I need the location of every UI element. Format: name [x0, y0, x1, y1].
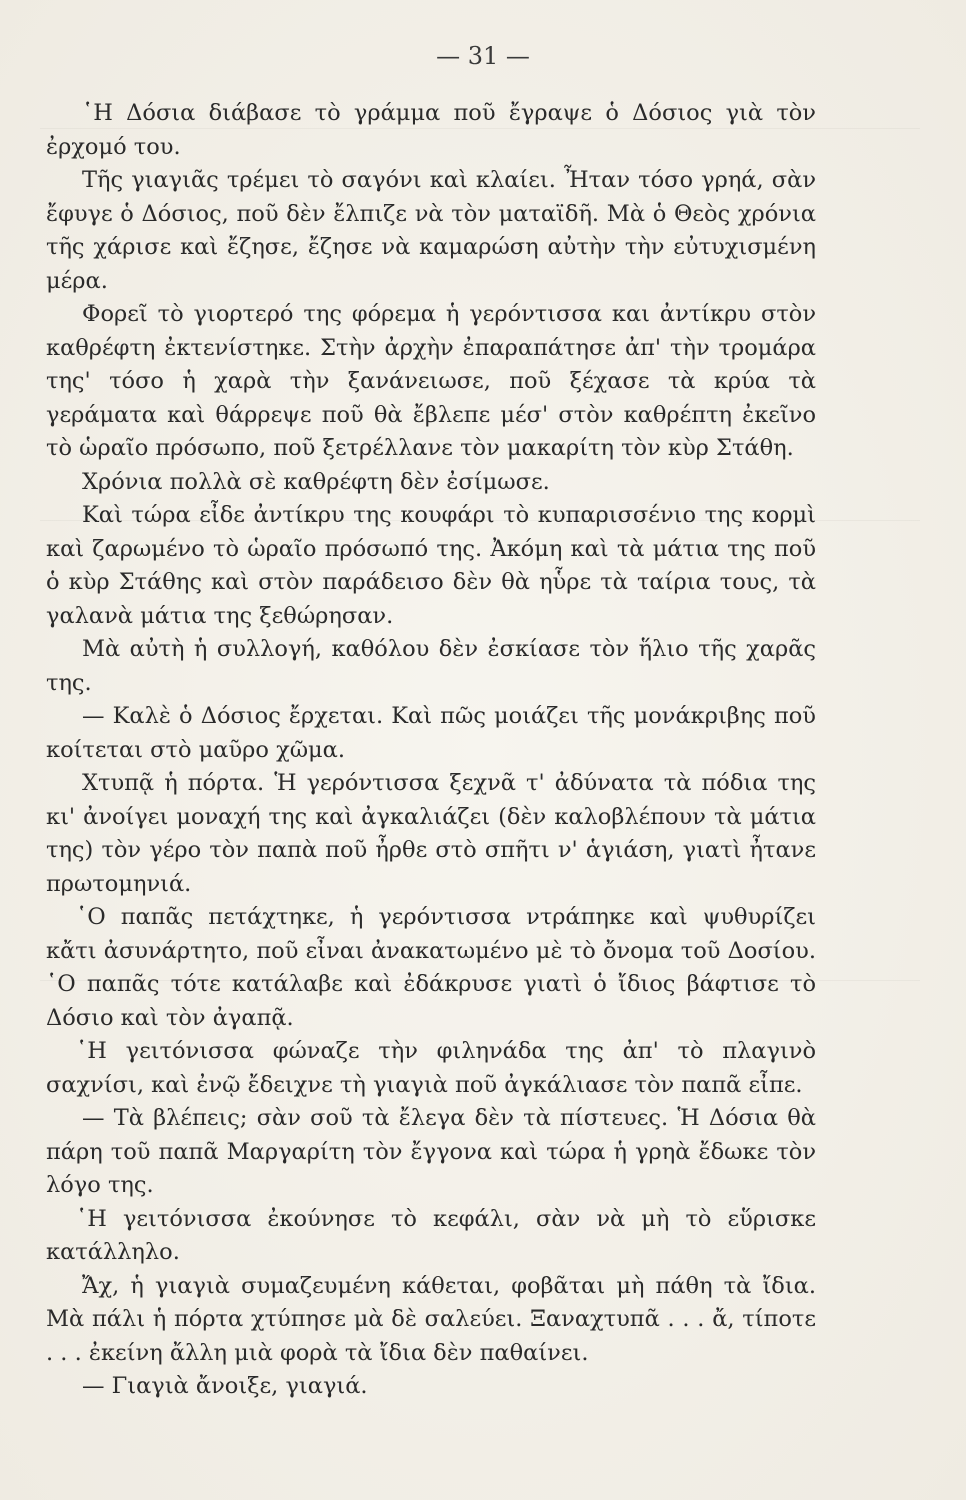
dialogue-line: — Γιαγιὰ ἄνοιξε, γιαγιά. [82, 1373, 368, 1399]
page-number: — 31 — [436, 42, 530, 70]
paragraph: Φορεῖ τὸ γιορτερό της φόρεμα ἡ γερόντισσα και ἀντίκρυ στὸν καθρέφτη ἐκτενίστηκε. Στὴν ἀρχὴν ἐπαραπάτησε ἀπ' τὴν τρομάρα της' τόσο ἡ χαρὰ τὴν ξανάνειωσε, ποῦ ξέχασε τὰ κρύα τὰ γεράματα καὶ θάρρεψε ποῦ θὰ ἔβλεπε μέσ' στὸν καθρέπτη ἐκεῖνο τὸ ὡραῖο πρόσωπο, ποῦ ξετρέλλανε τὸν μακαρίτη τὸν κὺρ Στάθη. [46, 301, 816, 461]
paragraph: Καὶ τώρα εἶδε ἀντίκρυ της κουφάρι τὸ κυπαρισσένιο της κορμὶ καὶ ζαρωμένο τὸ ὡραῖο πρόσωπό της. Ἀκόμη καὶ τὰ μάτια της ποῦ ὁ κὺρ Στάθης καὶ στὸν παράδεισο δὲν θὰ ηὗρε τὰ ταίρια τους, τὰ γαλανὰ μάτια της ξεθώρησαν. [46, 502, 816, 629]
paragraph: ῾Ο παπᾶς πετάχτηκε, ἡ γερόντισσα ντράπηκε καὶ ψυθυρίζει κἄτι ἀσυνάρτητο, ποῦ εἶναι ἀνακατωμένο μὲ τὸ ὄνομα τοῦ Δοσίου. ῾Ο παπᾶς τότε κατάλαβε καὶ ἐδάκρυσε γιατὶ ὁ ἴδιος βάφτισε τὸ Δόσιο καὶ τὸν ἀγαπᾷ. [46, 904, 816, 1031]
dialogue-line: — Τὰ βλέπεις; σὰν σοῦ τὰ ἔλεγα δὲν τὰ πίστευες. Ἡ Δόσια θὰ πάρη τοῦ παπᾶ Μαργαρίτη τὸν ἔγγονα καὶ τώρα ἡ γρηὰ ἔδωκε τὸν λόγο της. [46, 1105, 816, 1198]
paragraph: Μὰ αὐτὴ ἡ συλλογή, καθόλου δὲν ἐσκίασε τὸν ἥλιο τῆς χαρᾶς της. [46, 636, 816, 696]
paragraph: Τῆς γιαγιᾶς τρέμει τὸ σαγόνι καὶ κλαίει. Ἦταν τόσο γρηά, σὰν ἔφυγε ὁ Δόσιος, ποῦ δὲν ἔλπιζε νὰ τὸν ματαϊδῆ. Μὰ ὁ Θεὸς χρόνια τῆς χάρισε καὶ ἔζησε, ἔζησε νὰ καμαρώση αὐτὴν τὴν εὐτυχισμένη μέρα. [46, 167, 816, 294]
dialogue-line: — Καλὲ ὁ Δόσιος ἔρχεται. Καὶ πῶς μοιάζει τῆς μονάκριβης ποῦ κοίτεται στὸ μαῦρο χῶμα. [46, 703, 816, 763]
paragraph: ῾Η γειτόνισσα ἐκούνησε τὸ κεφάλι, σὰν νὰ μὴ τὸ εὕρισκε κατάλληλο. [46, 1205, 816, 1265]
paragraph: Χρόνια πολλὰ σὲ καθρέφτη δὲν ἐσίμωσε. [82, 468, 550, 495]
page-body-text [46, 97, 816, 1404]
paragraph: ῾Η Δόσια διάβασε τὸ γράμμα ποῦ ἔγραψε ὁ Δόσιος γιὰ τὸν ἐρχομό του. [46, 100, 816, 160]
paragraph: Ἄχ, ἡ γιαγιὰ συμαζευμένη κάθεται, φοβᾶται μὴ πάθη τὰ ἴδια. Μὰ πάλι ἡ πόρτα χτύπησε μὰ δὲ σαλεύει. Ξαναχτυπᾶ . . . ἄ, τίποτε . . . ἐκείνη ἄλλη μιὰ φορὰ τὰ ἴδια δὲν παθαίνει. [46, 1272, 816, 1366]
paragraph: Χτυπᾷ ἡ πόρτα. Ἡ γερόντισσα ξεχνᾶ τ' ἀδύνατα τὰ πόδια της κι' ἀνοίγει μοναχή της καὶ ἀγκαλιάζει (δὲν καλοβλέπουν τὰ μάτια της) τὸν γέρο τὸν παπὰ ποῦ ἦρθε στὸ σπῆτι ν' ἁγιάση, γιατὶ ἦτανε πρωτομηνιά. [46, 770, 816, 897]
paragraph: ῾Η γειτόνισσα φώναζε τὴν φιληνάδα της ἀπ' τὸ πλαγινὸ σαχνίσι, καὶ ἐνῷ ἔδειχνε τὴ γιαγιὰ ποῦ ἀγκάλιασε τὸν παπᾶ εἶπε. [46, 1038, 816, 1098]
